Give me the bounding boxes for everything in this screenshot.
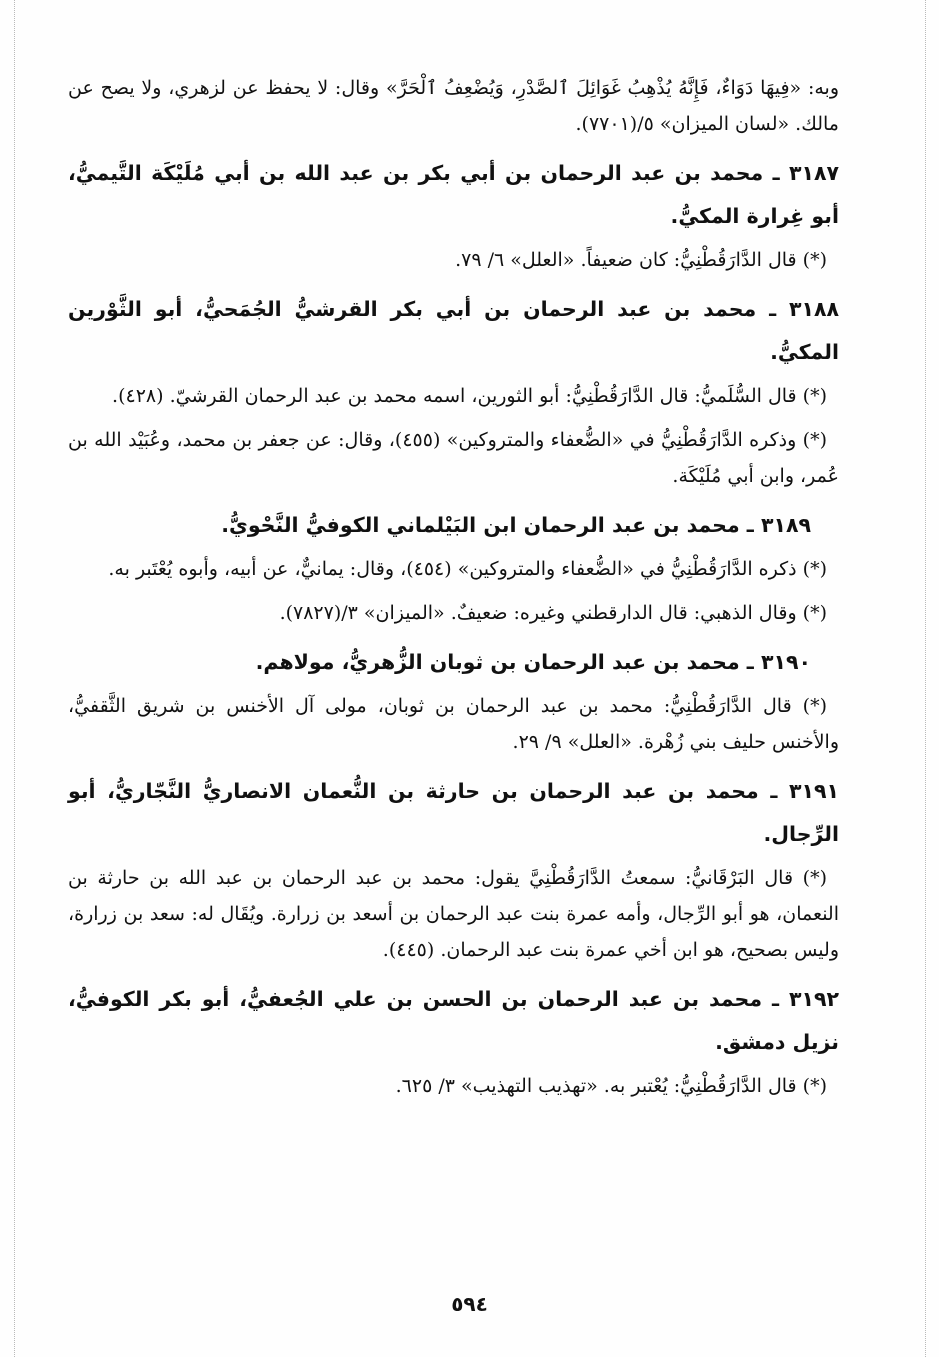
entry-note: (*) وذكره الدَّارَقُطْنِيُّ في «الضُّعفاء والمتروكين» (٤٥٥)، وقال: عن جعفر بن محمد، وعُبَيْد الله بن عُمر، وابن أبي مُلَيْكَة. (68, 429, 839, 487)
entry-note: (*) قال الدَّارَقُطْنِيُّ: كان ضعيفاً. «العلل» ٦/ ٧٩. (455, 249, 827, 271)
entry-heading-3187: ٣١٨٧ ـ محمد بن عبد الرحمان بن أبي بكر بن عبد الله بن أبي مُلَيْكَة التَّيميُّ، أبو غِرارة المكيُّ. (68, 161, 839, 228)
entry-heading-3192: ٣١٩٢ ـ محمد بن عبد الرحمان بن الحسن بن علي الجُعفيُّ، أبو بكر الكوفيُّ، نزيل دمشق. (68, 987, 839, 1054)
right-margin-dots (925, 0, 926, 1357)
entry-note: (*) قال الدَّارَقُطْنِيُّ: يُعْتبر به. «تهذيب التهذيب» ٣/ ٦٢٥. (395, 1075, 827, 1097)
entry-heading-3188: ٣١٨٨ ـ محمد بن عبد الرحمان بن أبي بكر القرشيُّ الجُمَحيُّ، أبو الثَّوْرين المكيُّ. (68, 297, 839, 364)
entry-heading-3191: ٣١٩١ ـ محمد بن عبد الرحمان بن حارثة بن النُّعمان الانصاريُّ النَّجّاريُّ، أبو الرِّجال. (68, 779, 839, 846)
entry-note: (*) قال الدَّارَقُطْنِيُّ: محمد بن عبد الرحمان بن ثوبان، مولى آل الأخنس بن شريق الثَّقفيُّ، والأخنس حليف بني زُهْرة. «العلل» ٩/ ٢٩. (68, 695, 839, 753)
entry-note: (*) ذكره الدَّارَقُطْنِيُّ في «الضُّعفاء والمتروكين» (٤٥٤)، وقال: يمانيٌّ، عن أبيه، وأبوه يُعْتَبر به. (108, 558, 827, 580)
continued-paragraph: وبه: «فِيهَا دَوَاءٌ، فَإِنَّهُ يُذْهِبُ غَوَائِلَ ٱلصَّدْرِ، وَيُضْعِفُ ٱلْحَرَّ» وقال: لا يحفظ عن لزهري، ولا يصح عن مالك. «لسان الميزان» ٥/(٧٧٠١). (68, 77, 839, 135)
entry-note: (*) قال السُّلَميُّ: قال الدَّارَقُطْنِيُّ: أبو الثورين، اسمه محمد بن عبد الرحمان القرشيّ. (٤٢٨). (112, 385, 827, 407)
entry-note: (*) وقال الذهبي: قال الدارقطني وغيره: ضعيفٌ. «الميزان» ٣/(٧٨٢٧). (279, 602, 827, 624)
left-margin-dots (14, 0, 15, 1357)
entry-note: (*) قال البَرْقَانيُّ: سمعتُ الدَّارَقُطْنِيَّ يقول: محمد بن عبد الرحمان بن عبد الله بن حارثة بن النعمان، هو أبو الرِّجال، وأمه عمرة بنت عبد الرحمان بن أسعد بن زرارة. ويُقَال له: سعد بن زرارة، وليس بصحيح، هو ابن أخي عمرة بنت عبد الرحمان. (٤٤٥). (68, 867, 839, 961)
page-body (68, 70, 839, 1112)
entry-heading-3189: ٣١٨٩ ـ محمد بن عبد الرحمان ابن البَيْلماني الكوفيُّ النَّحْويُّ. (221, 513, 811, 537)
entry-heading-3190: ٣١٩٠ ـ محمد بن عبد الرحمان بن ثوبان الزُّهريُّ، مولاهم. (255, 650, 811, 674)
page-number: ٥٩٤ (451, 1292, 488, 1316)
